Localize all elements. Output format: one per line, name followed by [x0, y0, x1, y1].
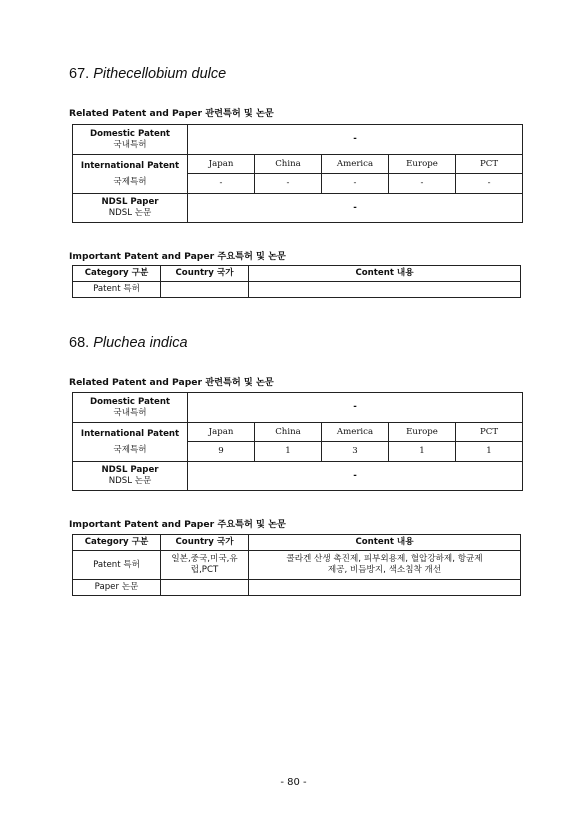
section-68-title: [69, 335, 188, 351]
header-content: Content 내용: [249, 266, 521, 282]
country-china: China: [255, 155, 322, 174]
label-en: Domestic Patent: [89, 128, 171, 139]
label-en: International Patent: [80, 428, 180, 439]
header-category: Category 구분: [73, 266, 161, 282]
ndsl-value: -: [188, 462, 523, 491]
row-content: [249, 551, 521, 580]
country-line: 일본,중국,미국,유: [171, 554, 238, 565]
country-china: China: [255, 423, 322, 442]
important-table: [72, 265, 521, 298]
country-europe: Europe: [389, 423, 456, 442]
section-number: 68.: [69, 335, 90, 351]
country-america: America: [322, 423, 389, 442]
count-japan: 9: [188, 442, 255, 462]
country-america: America: [322, 155, 389, 174]
header-content: Content 내용: [249, 535, 521, 551]
species-name: Pluchea indica: [93, 335, 188, 351]
section-67-title: [69, 66, 226, 82]
content-line: 콜라겐 산생 촉진제, 피부외용제, 혈압강하제, 항균제: [286, 554, 483, 565]
content-line: 제공, 비듬방지, 색소침착 개선: [327, 565, 442, 575]
important-heading: Important Patent and Paper 주요특허 및 논문: [69, 251, 286, 262]
ndsl-label: [73, 194, 188, 223]
country-line: 럽,PCT: [190, 565, 219, 575]
country-japan: Japan: [188, 155, 255, 174]
count-europe: -: [389, 174, 456, 194]
ndsl-value: -: [188, 194, 523, 223]
domestic-label: [73, 125, 188, 155]
important-table: [72, 534, 521, 596]
row-category: Patent 특허: [73, 282, 161, 298]
related-table: [72, 392, 523, 491]
section-number: 67.: [69, 66, 90, 82]
country-pct: PCT: [456, 423, 523, 442]
header-country: Country 국가: [161, 266, 249, 282]
header-category: Category 구분: [73, 535, 161, 551]
label-en: NDSL Paper: [101, 197, 159, 208]
domestic-label: [73, 393, 188, 423]
count-pct: -: [456, 174, 523, 194]
species-name: Pithecellobium dulce: [93, 66, 227, 82]
country-japan: Japan: [188, 423, 255, 442]
country-pct: PCT: [456, 155, 523, 174]
domestic-value: -: [188, 393, 523, 423]
country-europe: Europe: [389, 155, 456, 174]
label-ko: 국제특허: [113, 444, 147, 455]
related-heading: Related Patent and Paper 관련특허 및 논문: [69, 108, 274, 119]
label-en: NDSL Paper: [101, 465, 159, 476]
row-content: [249, 282, 521, 298]
label-en: International Patent: [80, 160, 180, 171]
page-number: - 80 -: [280, 777, 307, 788]
count-europe: 1: [389, 442, 456, 462]
label-en: Domestic Patent: [89, 396, 171, 407]
international-label: [73, 423, 188, 462]
international-label: [73, 155, 188, 194]
row-category: Paper 논문: [73, 580, 161, 596]
label-ko: 국제특허: [113, 176, 147, 187]
count-china: 1: [255, 442, 322, 462]
count-china: -: [255, 174, 322, 194]
related-heading: Related Patent and Paper 관련특허 및 논문: [69, 377, 274, 388]
domestic-value: -: [188, 125, 523, 155]
count-america: -: [322, 174, 389, 194]
label-ko: 국내특허: [113, 139, 147, 150]
row-content: [249, 580, 521, 596]
row-country: [161, 282, 249, 298]
important-heading: Important Patent and Paper 주요특허 및 논문: [69, 519, 286, 530]
row-country: [161, 580, 249, 596]
related-table: [72, 124, 523, 223]
row-country: [161, 551, 249, 580]
label-ko: NDSL 논문: [108, 208, 152, 218]
ndsl-label: [73, 462, 188, 491]
header-country: Country 국가: [161, 535, 249, 551]
row-category: Patent 특허: [73, 551, 161, 580]
count-america: 3: [322, 442, 389, 462]
label-ko: NDSL 논문: [108, 476, 152, 486]
label-ko: 국내특허: [113, 407, 147, 418]
count-japan: -: [188, 174, 255, 194]
count-pct: 1: [456, 442, 523, 462]
